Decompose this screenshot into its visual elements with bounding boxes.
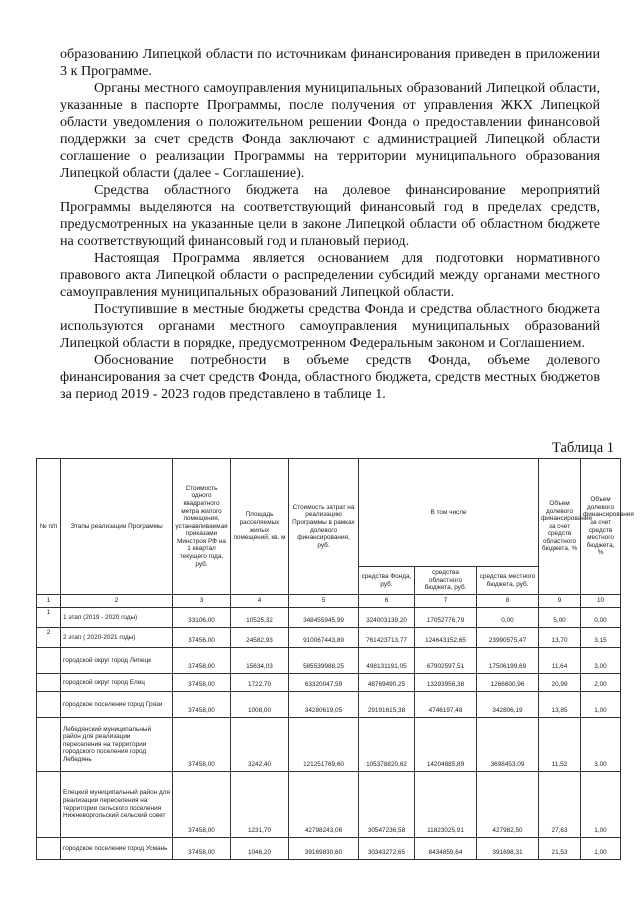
col-index: 1 — [37, 595, 61, 608]
header-share-local: Объем долевого финансирования за счет средств местного бюджета, % — [581, 459, 621, 595]
table-row — [37, 608, 621, 628]
table-row — [37, 772, 621, 838]
table-header-row — [37, 459, 621, 567]
row-share-local: 3,15 — [581, 628, 621, 648]
col-index: 7 — [415, 595, 477, 608]
col-index: 9 — [539, 595, 581, 608]
table-row — [37, 628, 621, 648]
row-share-local: 2,00 — [581, 674, 621, 692]
header-regional: средства областного бюджета, руб. — [415, 567, 477, 595]
row-regional: 11823025,91 — [415, 772, 477, 838]
header-including: В том числе — [359, 459, 539, 567]
row-area: 1008,00 — [231, 692, 289, 718]
financing-table — [36, 458, 634, 860]
row-regional: 124643152,65 — [415, 628, 477, 648]
row-name: Елецкий муниципальный район для реализации переселения на территории сельского поселения Нижневоргольский сельский совет — [61, 772, 173, 838]
row-num — [37, 692, 61, 718]
row-fund: 29191615,38 — [359, 692, 415, 718]
col-index: 10 — [581, 595, 621, 608]
paragraph-3: Средства областного бюджета на долевое финансирование мероприятий Программы выделяются на соответствующий финансовый год в пределах средств, предусмотренных на указанные цели в законе Липецкой области об областном бюджете на соответствующий финансовый год и плановый период. — [60, 182, 600, 249]
col-index: 2 — [61, 595, 173, 608]
row-total-cost: 63320047,59 — [289, 674, 359, 692]
row-area: 3242,40 — [231, 718, 289, 772]
row-area: 1231,70 — [231, 772, 289, 838]
paragraph-6: Обоснование потребности в объеме средств Фонда, объеме долевого финансирования за счет средств Фонда, областного бюджета, средств местных бюджетов за период 2019 - 2023 годов представлено в таблице 1. — [60, 352, 600, 402]
row-total-cost: 121251769,60 — [289, 718, 359, 772]
row-share-regional: 13,70 — [539, 628, 581, 648]
col-index: 3 — [173, 595, 231, 608]
row-total-cost: 42798243,06 — [289, 772, 359, 838]
row-num — [37, 648, 61, 674]
row-name: городской округ город Липецк — [61, 648, 173, 674]
row-share-regional: 21,53 — [539, 838, 581, 860]
row-area: 1722,70 — [231, 674, 289, 692]
row-cost-per-m2: 37458,00 — [173, 692, 231, 718]
header-stage: Этапы реализации Программы — [61, 459, 173, 595]
table-caption: Таблица 1 — [551, 440, 614, 456]
row-local: 427982,50 — [477, 772, 539, 838]
header-share-regional: Объем долевого финансирования за счет средств областного бюджета, % — [539, 459, 581, 595]
row-area: 10525,32 — [231, 608, 289, 628]
row-name: городское поселение город Усмань — [61, 838, 173, 860]
row-share-regional: 11,64 — [539, 648, 581, 674]
row-share-regional: 5,00 — [539, 608, 581, 628]
col-index: 8 — [477, 595, 539, 608]
row-num: 2 — [37, 628, 61, 648]
row-share-regional: 13,85 — [539, 692, 581, 718]
row-share-local: 3,00 — [581, 648, 621, 674]
col-index: 4 — [231, 595, 289, 608]
body-text — [60, 46, 600, 403]
header-num: № п/п — [37, 459, 61, 595]
row-local: 17506199,69 — [477, 648, 539, 674]
row-num — [37, 838, 61, 860]
row-regional: 8434859,64 — [415, 838, 477, 860]
row-name: 2 этап ( 2020-2021 годы) — [61, 628, 173, 648]
row-name: 1 этап (2019 - 2020 годы) — [61, 608, 173, 628]
row-area: 15634,03 — [231, 648, 289, 674]
row-share-local: 0,00 — [581, 608, 621, 628]
header-fund: средства Фонда, руб. — [359, 567, 415, 595]
row-local: 3698453,09 — [477, 718, 539, 772]
row-cost-per-m2: 37458,00 — [173, 772, 231, 838]
row-fund: 105378820,62 — [359, 718, 415, 772]
col-index: 6 — [359, 595, 415, 608]
row-share-local: 3,00 — [581, 718, 621, 772]
row-total-cost: 39169830,60 — [289, 838, 359, 860]
row-share-regional: 11,52 — [539, 718, 581, 772]
paragraph-1: образованию Липецкой области по источникам финансирования приведен в приложении 3 к Программе. — [60, 46, 600, 79]
table-body — [37, 608, 621, 860]
row-regional: 67902597,51 — [415, 648, 477, 674]
header-area: Площадь расселяемых жилых помещений, кв. м — [231, 459, 289, 595]
row-local: 342806,19 — [477, 692, 539, 718]
row-local: 0,00 — [477, 608, 539, 628]
row-name: городской округ город Елец — [61, 674, 173, 692]
row-area: 24582,93 — [231, 628, 289, 648]
row-cost-per-m2: 37456,00 — [173, 628, 231, 648]
row-cost-per-m2: 37458,00 — [173, 838, 231, 860]
row-share-regional: 20,99 — [539, 674, 581, 692]
row-regional: 17052776,79 — [415, 608, 477, 628]
row-num — [37, 772, 61, 838]
paragraph-5: Поступившие в местные бюджеты средства Фонда и средства областного бюджета используются органами местного самоуправления муниципальных образований Липецкой области в порядке, предусмотренном Федеральным законом и Соглашением. — [60, 301, 600, 351]
row-share-local: 1,00 — [581, 692, 621, 718]
row-total-cost: 585539988,25 — [289, 648, 359, 674]
row-cost-per-m2: 37458,00 — [173, 718, 231, 772]
row-local: 391698,31 — [477, 838, 539, 860]
column-index-row — [37, 595, 621, 608]
row-num — [37, 718, 61, 772]
table-row — [37, 674, 621, 692]
table-row — [37, 692, 621, 718]
row-fund: 48769490,25 — [359, 674, 415, 692]
row-regional: 4746197,48 — [415, 692, 477, 718]
row-local: 23990575,47 — [477, 628, 539, 648]
row-total-cost: 348455945,99 — [289, 608, 359, 628]
row-regional: 13293956,38 — [415, 674, 477, 692]
row-share-local: 1,00 — [581, 838, 621, 860]
col-index: 5 — [289, 595, 359, 608]
row-share-regional: 27,63 — [539, 772, 581, 838]
row-cost-per-m2: 37458,00 — [173, 674, 231, 692]
header-total-cost: Стоимость затрат на реализацию Программы в рамках долевого финансирования, руб. — [289, 459, 359, 595]
row-total-cost: 910067443,89 — [289, 628, 359, 648]
row-name: городское поселение город Грязи — [61, 692, 173, 718]
row-regional: 14204885,89 — [415, 718, 477, 772]
paragraph-4: Настоящая Программа является основанием для подготовки нормативного правового акта Липецкой области о распределении субсидий между органами местного самоуправления муниципальных образований Липецкой области. — [60, 250, 600, 300]
table-row — [37, 648, 621, 674]
row-share-local: 1,00 — [581, 772, 621, 838]
row-area: 1046,20 — [231, 838, 289, 860]
row-local: 1266600,96 — [477, 674, 539, 692]
row-fund: 761423713,77 — [359, 628, 415, 648]
row-fund: 30547236,58 — [359, 772, 415, 838]
row-name: Лебедянский муниципальный район для реализации переселения на территории городского поселения город Лебедянь — [61, 718, 173, 772]
row-cost-per-m2: 33106,00 — [173, 608, 231, 628]
row-num — [37, 674, 61, 692]
row-num: 1 — [37, 608, 61, 628]
row-fund: 498131191,05 — [359, 648, 415, 674]
table-row — [37, 838, 621, 860]
table-row — [37, 718, 621, 772]
paragraph-2: Органы местного самоуправления муниципальных образований Липецкой области, указанные в паспорте Программы, после получения от управления ЖКХ Липецкой области уведомления о положительном решении Фонда о предоставлении финансовой поддержки за счет средств Фонда заключают с администрацией Липецкой области соглашение о реализации Программы на территории муниципального образования Липецкой области (далее - Соглашение). — [60, 80, 600, 181]
header-local: средства местного бюджета, руб. — [477, 567, 539, 595]
row-cost-per-m2: 37458,00 — [173, 648, 231, 674]
row-fund: 30343272,65 — [359, 838, 415, 860]
row-total-cost: 34280619,05 — [289, 692, 359, 718]
row-fund: 324003139,20 — [359, 608, 415, 628]
header-cost-per-m2: Стоимость одного квадратного метра жилого помещения, устанавливаемая приказами Минстроя РФ на 1 квартал текущего года, руб. — [173, 459, 231, 595]
